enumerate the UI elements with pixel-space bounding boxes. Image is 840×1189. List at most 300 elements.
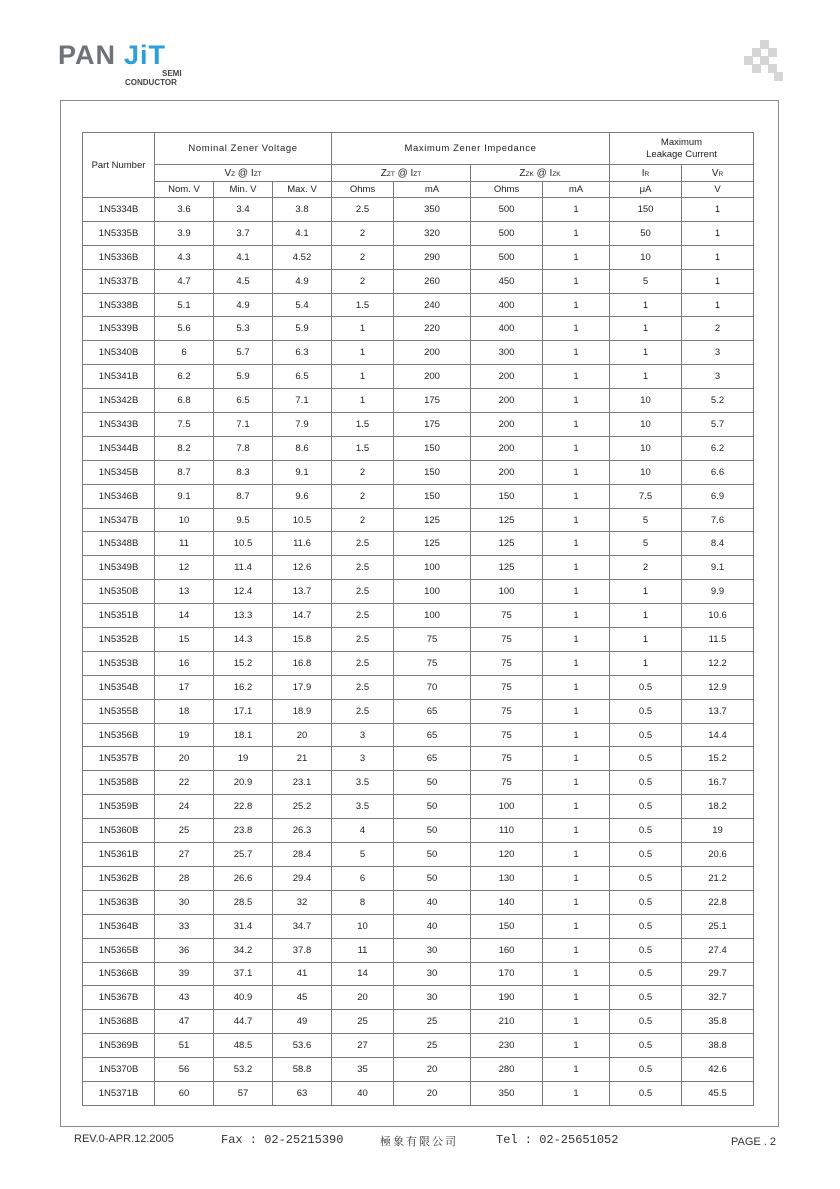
cell-max-v: 18.9 [273,699,332,723]
cell-min-v: 20.9 [214,771,273,795]
cell-ir-ua: 1 [610,293,682,317]
table-row [83,532,754,556]
cell-min-v: 25.7 [214,843,273,867]
cell-zzt-ohms: 4 [332,819,394,843]
cell-ir-ua: 1 [610,365,682,389]
cell-zzt-ohms: 1.5 [332,293,394,317]
cell-part-number: 1N5348B [83,532,155,556]
zener-spec-table [82,132,754,1106]
cell-ir-ua: 0.5 [610,938,682,962]
cell-zzk-ohms: 75 [471,604,543,628]
cell-izt-ma: 50 [394,819,471,843]
cell-vr-v: 11.5 [682,628,754,652]
cell-izt-ma: 220 [394,317,471,341]
cell-nom-v: 36 [155,938,214,962]
cell-vr-v: 7.6 [682,508,754,532]
cell-min-v: 13.3 [214,604,273,628]
cell-izk-ma: 1 [543,341,610,365]
cell-part-number: 1N5369B [83,1034,155,1058]
cell-zzt-ohms: 5 [332,843,394,867]
cell-zzk-ohms: 75 [471,723,543,747]
logo-subtitle-conductor: CONDUCTOR [125,78,177,87]
cell-vr-v: 1 [682,293,754,317]
cell-zzk-ohms: 200 [471,365,543,389]
cell-izt-ma: 200 [394,365,471,389]
cell-nom-v: 11 [155,532,214,556]
cell-max-v: 49 [273,1010,332,1034]
cell-part-number: 1N5354B [83,675,155,699]
cell-vr-v: 22.8 [682,890,754,914]
cell-izt-ma: 25 [394,1010,471,1034]
cell-part-number: 1N5358B [83,771,155,795]
cell-izk-ma: 1 [543,675,610,699]
cell-izk-ma: 1 [543,484,610,508]
cell-ir-ua: 10 [610,436,682,460]
cell-ir-ua: 10 [610,460,682,484]
symbol-zzt-izt: ZZT @ IZT [332,165,471,182]
cell-part-number: 1N5357B [83,747,155,771]
cell-max-v: 6.5 [273,365,332,389]
cell-izk-ma: 1 [543,819,610,843]
cell-min-v: 48.5 [214,1034,273,1058]
cell-min-v: 7.8 [214,436,273,460]
footer-revision: REV.0-APR.12.2005 [74,1133,174,1145]
table-row [83,341,754,365]
cell-vr-v: 12.9 [682,675,754,699]
cell-zzk-ohms: 150 [471,914,543,938]
cell-zzk-ohms: 350 [471,1081,543,1105]
table-row [83,460,754,484]
cell-zzk-ohms: 200 [471,413,543,437]
cell-min-v: 10.5 [214,532,273,556]
table-row [83,723,754,747]
cell-min-v: 53.2 [214,1058,273,1082]
unit-izt-ma: mA [394,182,471,198]
cell-max-v: 5.9 [273,317,332,341]
table-row [83,938,754,962]
cell-min-v: 15.2 [214,651,273,675]
cell-vr-v: 9.9 [682,580,754,604]
cell-max-v: 32 [273,890,332,914]
cell-izt-ma: 150 [394,436,471,460]
cell-max-v: 9.1 [273,460,332,484]
cell-zzt-ohms: 3.5 [332,795,394,819]
cell-ir-ua: 5 [610,532,682,556]
cell-zzt-ohms: 2 [332,484,394,508]
cell-izk-ma: 1 [543,843,610,867]
cell-zzk-ohms: 210 [471,1010,543,1034]
cell-izk-ma: 1 [543,866,610,890]
cell-izk-ma: 1 [543,699,610,723]
cell-zzt-ohms: 3 [332,723,394,747]
cell-vr-v: 35.8 [682,1010,754,1034]
cell-izk-ma: 1 [543,938,610,962]
cell-zzt-ohms: 2.5 [332,699,394,723]
cell-vr-v: 1 [682,221,754,245]
cell-min-v: 19 [214,747,273,771]
cell-min-v: 8.7 [214,484,273,508]
cell-izt-ma: 240 [394,293,471,317]
cell-izt-ma: 75 [394,628,471,652]
cell-min-v: 8.3 [214,460,273,484]
cell-zzt-ohms: 1 [332,389,394,413]
cell-zzt-ohms: 2 [332,460,394,484]
cell-zzk-ohms: 75 [471,675,543,699]
cell-nom-v: 24 [155,795,214,819]
cell-zzt-ohms: 1.5 [332,436,394,460]
cell-nom-v: 9.1 [155,484,214,508]
cell-max-v: 7.1 [273,389,332,413]
table-row [83,819,754,843]
cell-zzk-ohms: 100 [471,795,543,819]
cell-ir-ua: 0.5 [610,795,682,819]
table-row [83,651,754,675]
cell-nom-v: 22 [155,771,214,795]
cell-zzk-ohms: 500 [471,198,543,222]
cell-zzt-ohms: 2 [332,269,394,293]
cell-zzt-ohms: 2 [332,245,394,269]
cell-zzk-ohms: 125 [471,508,543,532]
cell-zzk-ohms: 75 [471,628,543,652]
cell-zzk-ohms: 125 [471,556,543,580]
cell-part-number: 1N5361B [83,843,155,867]
cell-izk-ma: 1 [543,795,610,819]
header-part-number: Part Number [83,133,155,198]
cell-izt-ma: 350 [394,198,471,222]
unit-min-v: Min. V [214,182,273,198]
cell-zzt-ohms: 2.5 [332,532,394,556]
cell-min-v: 18.1 [214,723,273,747]
cell-part-number: 1N5337B [83,269,155,293]
cell-ir-ua: 1 [610,628,682,652]
cell-nom-v: 30 [155,890,214,914]
cell-izt-ma: 50 [394,795,471,819]
table-row [83,389,754,413]
cell-ir-ua: 1 [610,651,682,675]
table-row [83,843,754,867]
cell-zzk-ohms: 400 [471,293,543,317]
cell-part-number: 1N5350B [83,580,155,604]
cell-max-v: 37.8 [273,938,332,962]
cell-part-number: 1N5338B [83,293,155,317]
cell-max-v: 13.7 [273,580,332,604]
cell-part-number: 1N5335B [83,221,155,245]
table-row [83,890,754,914]
table-row [83,747,754,771]
table-row [83,245,754,269]
cell-ir-ua: 0.5 [610,1081,682,1105]
cell-part-number: 1N5347B [83,508,155,532]
cell-zzt-ohms: 1 [332,341,394,365]
cell-min-v: 31.4 [214,914,273,938]
cell-max-v: 4.52 [273,245,332,269]
cell-zzk-ohms: 190 [471,986,543,1010]
table-row [83,986,754,1010]
cell-vr-v: 21.2 [682,866,754,890]
cell-vr-v: 1 [682,245,754,269]
cell-zzt-ohms: 20 [332,986,394,1010]
table-row [83,317,754,341]
cell-max-v: 12.6 [273,556,332,580]
cell-zzk-ohms: 120 [471,843,543,867]
cell-max-v: 26.3 [273,819,332,843]
cell-izt-ma: 175 [394,413,471,437]
cell-izt-ma: 50 [394,771,471,795]
cell-vr-v: 16.7 [682,771,754,795]
cell-max-v: 5.4 [273,293,332,317]
cell-izt-ma: 260 [394,269,471,293]
cell-part-number: 1N5339B [83,317,155,341]
cell-max-v: 6.3 [273,341,332,365]
cell-part-number: 1N5345B [83,460,155,484]
table-row [83,1010,754,1034]
cell-vr-v: 19 [682,819,754,843]
cell-vr-v: 5.7 [682,413,754,437]
cell-zzt-ohms: 2.5 [332,604,394,628]
cell-max-v: 8.6 [273,436,332,460]
cell-max-v: 58.8 [273,1058,332,1082]
cell-ir-ua: 7.5 [610,484,682,508]
cell-ir-ua: 1 [610,580,682,604]
cell-izk-ma: 1 [543,1081,610,1105]
unit-nom-v: Nom. V [155,182,214,198]
cell-vr-v: 8.4 [682,532,754,556]
cell-ir-ua: 50 [610,221,682,245]
cell-izt-ma: 65 [394,723,471,747]
cell-nom-v: 5.1 [155,293,214,317]
cell-izk-ma: 1 [543,269,610,293]
cell-vr-v: 6.6 [682,460,754,484]
cell-nom-v: 28 [155,866,214,890]
cell-izk-ma: 1 [543,1010,610,1034]
cell-izk-ma: 1 [543,1058,610,1082]
cell-max-v: 25.2 [273,795,332,819]
cell-vr-v: 6.9 [682,484,754,508]
footer-company-name: 極象有限公司 [380,1135,458,1148]
cell-vr-v: 10.6 [682,604,754,628]
cell-zzt-ohms: 6 [332,866,394,890]
cell-vr-v: 2 [682,317,754,341]
cell-izk-ma: 1 [543,890,610,914]
cell-ir-ua: 0.5 [610,675,682,699]
cell-zzk-ohms: 400 [471,317,543,341]
cell-zzt-ohms: 2.5 [332,651,394,675]
cell-izt-ma: 30 [394,962,471,986]
cell-min-v: 9.5 [214,508,273,532]
unit-vr-v: V [682,182,754,198]
cell-izk-ma: 1 [543,1034,610,1058]
cell-vr-v: 6.2 [682,436,754,460]
cell-vr-v: 3 [682,365,754,389]
unit-max-v: Max. V [273,182,332,198]
table-row [83,221,754,245]
cell-zzt-ohms: 10 [332,914,394,938]
cell-min-v: 5.3 [214,317,273,341]
cell-vr-v: 29.7 [682,962,754,986]
cell-min-v: 22.8 [214,795,273,819]
cell-vr-v: 5.2 [682,389,754,413]
table-row [83,795,754,819]
cell-part-number: 1N5366B [83,962,155,986]
cell-nom-v: 13 [155,580,214,604]
cell-izk-ma: 1 [543,532,610,556]
cell-izt-ma: 320 [394,221,471,245]
cell-min-v: 44.7 [214,1010,273,1034]
cell-zzk-ohms: 140 [471,890,543,914]
cell-part-number: 1N5365B [83,938,155,962]
cell-izk-ma: 1 [543,986,610,1010]
cell-vr-v: 45.5 [682,1081,754,1105]
cell-nom-v: 6 [155,341,214,365]
cell-max-v: 3.8 [273,198,332,222]
cell-max-v: 34.7 [273,914,332,938]
cell-izk-ma: 1 [543,245,610,269]
cell-vr-v: 9.1 [682,556,754,580]
cell-zzt-ohms: 2.5 [332,675,394,699]
cell-min-v: 34.2 [214,938,273,962]
cell-ir-ua: 0.5 [610,771,682,795]
cell-nom-v: 10 [155,508,214,532]
cell-izt-ma: 125 [394,508,471,532]
cell-izt-ma: 20 [394,1081,471,1105]
cell-izt-ma: 175 [394,389,471,413]
panjit-logo [58,40,188,90]
cell-min-v: 5.7 [214,341,273,365]
cell-min-v: 40.9 [214,986,273,1010]
cell-part-number: 1N5362B [83,866,155,890]
cell-ir-ua: 10 [610,245,682,269]
cell-max-v: 45 [273,986,332,1010]
cell-izk-ma: 1 [543,628,610,652]
cell-zzk-ohms: 75 [471,747,543,771]
cell-part-number: 1N5356B [83,723,155,747]
cell-part-number: 1N5364B [83,914,155,938]
cell-vr-v: 15.2 [682,747,754,771]
cell-nom-v: 6.8 [155,389,214,413]
cell-min-v: 16.2 [214,675,273,699]
cell-nom-v: 19 [155,723,214,747]
cell-zzt-ohms: 14 [332,962,394,986]
cell-max-v: 53.6 [273,1034,332,1058]
cell-vr-v: 18.2 [682,795,754,819]
cell-izk-ma: 1 [543,365,610,389]
cell-zzk-ohms: 500 [471,221,543,245]
symbol-zzk-izk: ZZK @ IZK [471,165,610,182]
cell-max-v: 11.6 [273,532,332,556]
cell-part-number: 1N5336B [83,245,155,269]
cell-min-v: 4.5 [214,269,273,293]
cell-zzt-ohms: 40 [332,1081,394,1105]
cell-ir-ua: 0.5 [610,914,682,938]
cell-nom-v: 56 [155,1058,214,1082]
table-row [83,365,754,389]
cell-nom-v: 51 [155,1034,214,1058]
cell-max-v: 28.4 [273,843,332,867]
cell-zzk-ohms: 75 [471,771,543,795]
cell-nom-v: 39 [155,962,214,986]
cell-min-v: 14.3 [214,628,273,652]
cell-part-number: 1N5349B [83,556,155,580]
cell-vr-v: 12.2 [682,651,754,675]
cell-zzt-ohms: 2.5 [332,580,394,604]
cell-nom-v: 33 [155,914,214,938]
table-row [83,914,754,938]
cell-izk-ma: 1 [543,198,610,222]
cell-nom-v: 27 [155,843,214,867]
cell-max-v: 4.1 [273,221,332,245]
cell-izt-ma: 75 [394,651,471,675]
cell-part-number: 1N5368B [83,1010,155,1034]
cell-izk-ma: 1 [543,317,610,341]
table-row [83,293,754,317]
cell-nom-v: 6.2 [155,365,214,389]
cell-izk-ma: 1 [543,604,610,628]
cell-min-v: 17.1 [214,699,273,723]
cell-zzk-ohms: 200 [471,389,543,413]
cell-min-v: 26.6 [214,866,273,890]
cell-part-number: 1N5344B [83,436,155,460]
cell-ir-ua: 0.5 [610,843,682,867]
table-row [83,198,754,222]
cell-izt-ma: 40 [394,914,471,938]
cell-zzt-ohms: 25 [332,1010,394,1034]
cell-max-v: 29.4 [273,866,332,890]
cell-nom-v: 60 [155,1081,214,1105]
header-nominal-zener-voltage: Nominal Zener Voltage [155,133,332,165]
header-maximum-zener-impedance: Maximum Zener Impedance [332,133,610,165]
cell-izt-ma: 100 [394,580,471,604]
cell-max-v: 23.1 [273,771,332,795]
cell-min-v: 28.5 [214,890,273,914]
cell-ir-ua: 1 [610,341,682,365]
cell-max-v: 9.6 [273,484,332,508]
cell-izt-ma: 50 [394,866,471,890]
cell-izt-ma: 30 [394,938,471,962]
cell-vr-v: 1 [682,269,754,293]
cell-izk-ma: 1 [543,747,610,771]
cell-ir-ua: 2 [610,556,682,580]
cell-ir-ua: 0.5 [610,1034,682,1058]
cell-izk-ma: 1 [543,508,610,532]
cell-vr-v: 27.4 [682,938,754,962]
cell-nom-v: 16 [155,651,214,675]
cell-izt-ma: 200 [394,341,471,365]
cell-izt-ma: 65 [394,699,471,723]
table-row [83,556,754,580]
table-row [83,1058,754,1082]
cell-izt-ma: 40 [394,890,471,914]
table-row [83,866,754,890]
cell-vr-v: 1 [682,198,754,222]
table-row [83,675,754,699]
cell-nom-v: 15 [155,628,214,652]
symbol-vr: VR [682,165,754,182]
unit-izk-ma: mA [543,182,610,198]
symbol-vz-izt: VZ @ IZT [155,165,332,182]
cell-nom-v: 12 [155,556,214,580]
cell-part-number: 1N5342B [83,389,155,413]
cell-izt-ma: 125 [394,532,471,556]
cell-izt-ma: 65 [394,747,471,771]
cell-min-v: 23.8 [214,819,273,843]
cell-zzk-ohms: 75 [471,651,543,675]
cell-part-number: 1N5370B [83,1058,155,1082]
cell-part-number: 1N5340B [83,341,155,365]
cell-izt-ma: 70 [394,675,471,699]
footer-page-number: PAGE . 2 [731,1136,777,1148]
cell-izk-ma: 1 [543,771,610,795]
cell-ir-ua: 0.5 [610,747,682,771]
